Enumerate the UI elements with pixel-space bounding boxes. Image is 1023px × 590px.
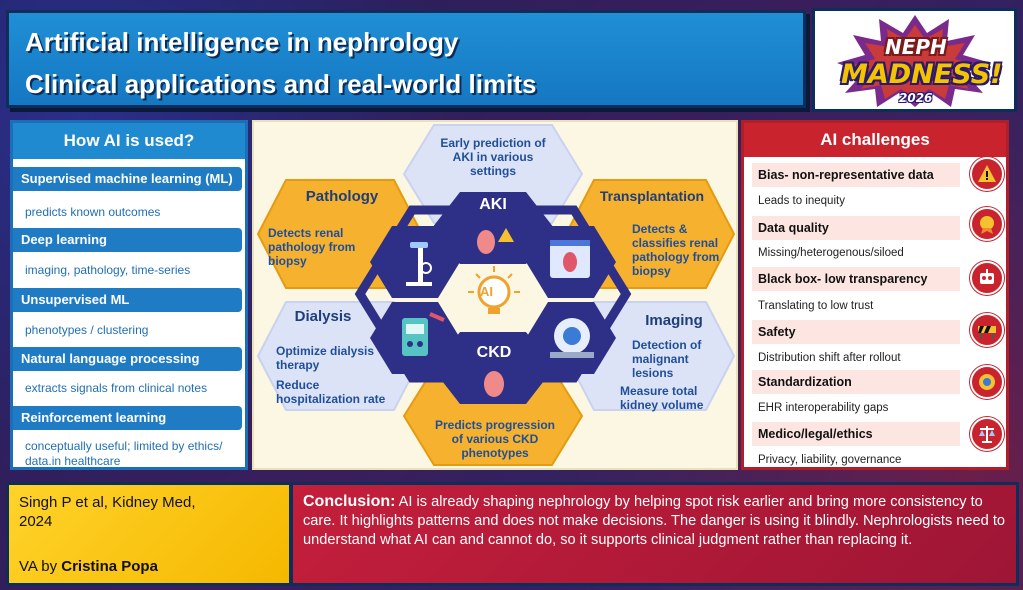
ai-center-label: AI <box>480 284 493 299</box>
challenge-title: Medico/legal/ethics <box>752 422 960 446</box>
how-ai-used-panel <box>10 120 248 470</box>
pathology-title: Pathology <box>305 188 379 205</box>
challenge-title: Safety <box>752 320 960 344</box>
challenge-desc: Missing/heterogenous/siloed <box>758 247 904 259</box>
ai-method-desc: imaging, pathology, time-series <box>25 263 191 277</box>
ai-method-title: Deep learning <box>13 228 242 252</box>
header-banner <box>6 10 806 108</box>
ai-method-title: Reinforcement learning <box>13 406 242 430</box>
imaging-title: Imaging <box>645 312 703 329</box>
aki-description: Early prediction of AKI in various settings <box>440 136 546 178</box>
standard-badge-icon <box>970 365 1004 399</box>
ai-bulb-icon <box>468 266 520 314</box>
transplantation-description: Detects & classifies renal pathology from biopsy <box>632 222 720 278</box>
ai-method-desc: conceptually useful; limited by ethics/ data.in healthcare <box>25 439 223 468</box>
transplantation-title: Transplantation <box>599 188 705 204</box>
quality-badge-icon <box>970 207 1004 241</box>
pathology-description: Detects renal pathology from biopsy <box>268 226 356 268</box>
kidney-icon <box>484 371 504 397</box>
ai-method-title: Natural language processing <box>13 347 242 371</box>
ai-method-title: Unsupervised ML <box>13 288 242 312</box>
challenge-desc: Translating to low trust <box>758 300 874 312</box>
aki-label: AKI <box>479 196 507 213</box>
dialysis-description-1: Optimize dialysis therapy <box>276 344 375 372</box>
scales-icon <box>970 417 1004 451</box>
warning-icon <box>970 157 1004 191</box>
citation-line-2: 2024 <box>19 513 53 530</box>
conclusion-text <box>303 492 1011 550</box>
challenge-title: Data quality <box>752 216 960 240</box>
transplant-box-icon <box>550 240 590 278</box>
ai-method-desc: extracts signals from clinical notes <box>25 381 208 395</box>
applications-hex-diagram <box>252 120 738 470</box>
conclusion-label: Conclusion: <box>303 493 396 510</box>
ckd-label: CKD <box>476 344 512 361</box>
challenge-title: Standardization <box>752 370 960 394</box>
citation-box <box>6 482 292 586</box>
how-ai-used-heading: How AI is used? <box>13 123 245 159</box>
kidney-icon <box>477 230 495 254</box>
imaging-description-2: Measure total kidney volume <box>620 384 704 412</box>
logo-neph-text: NEPH <box>885 35 947 59</box>
dialysis-description-2: Reduce hospitalization rate <box>276 378 386 406</box>
va-credit <box>19 557 158 576</box>
challenge-desc: EHR interoperability gaps <box>758 402 889 414</box>
logo-madness-text: MADNESS! <box>841 59 1003 90</box>
challenge-title: Black box- low transparency <box>752 267 960 291</box>
imaging-description-1: Detection of malignant lesions <box>632 338 702 380</box>
challenge-desc: Distribution shift after rollout <box>758 352 901 364</box>
va-author: Cristina Popa <box>61 558 158 575</box>
neph-madness-logo <box>812 8 1017 112</box>
va-prefix: VA by <box>19 558 62 575</box>
ai-method-desc: phenotypes / clustering <box>25 323 149 337</box>
challenge-title: Bias- non-representative data <box>752 163 960 187</box>
title-line-2: Clinical applications and real-world limits <box>25 69 537 99</box>
ai-challenges-panel <box>741 120 1009 470</box>
conclusion-body: AI is already shaping nephrology by helping spot risk earlier and bring more consistency to care. It highlights patterns and does not make decisions. The danger is using it blindly. Nephrologists need to understand what AI can and cannot do, so it supports clinical judgment rather than replacing it. <box>303 494 1005 548</box>
ai-challenges-heading: AI challenges <box>744 123 1006 157</box>
title-line-1: Artificial intelligence in nephrology <box>25 27 459 57</box>
citation-line-1: Singh P et al, Kidney Med, <box>19 494 196 511</box>
conclusion-box <box>290 482 1019 586</box>
logo-year-text: 2026 <box>899 91 933 105</box>
ai-method-desc: predicts known outcomes <box>25 205 161 219</box>
challenge-desc: Leads to inequity <box>758 195 845 207</box>
robot-icon <box>970 261 1004 295</box>
dialysis-title: Dialysis <box>294 308 352 325</box>
ai-method-title: Supervised machine learning (ML) <box>13 167 242 191</box>
ckd-description: Predicts progression of various CKD phenotypes <box>434 418 556 460</box>
challenge-desc: Privacy, liability, governance <box>758 454 902 466</box>
barrier-icon <box>970 313 1004 347</box>
